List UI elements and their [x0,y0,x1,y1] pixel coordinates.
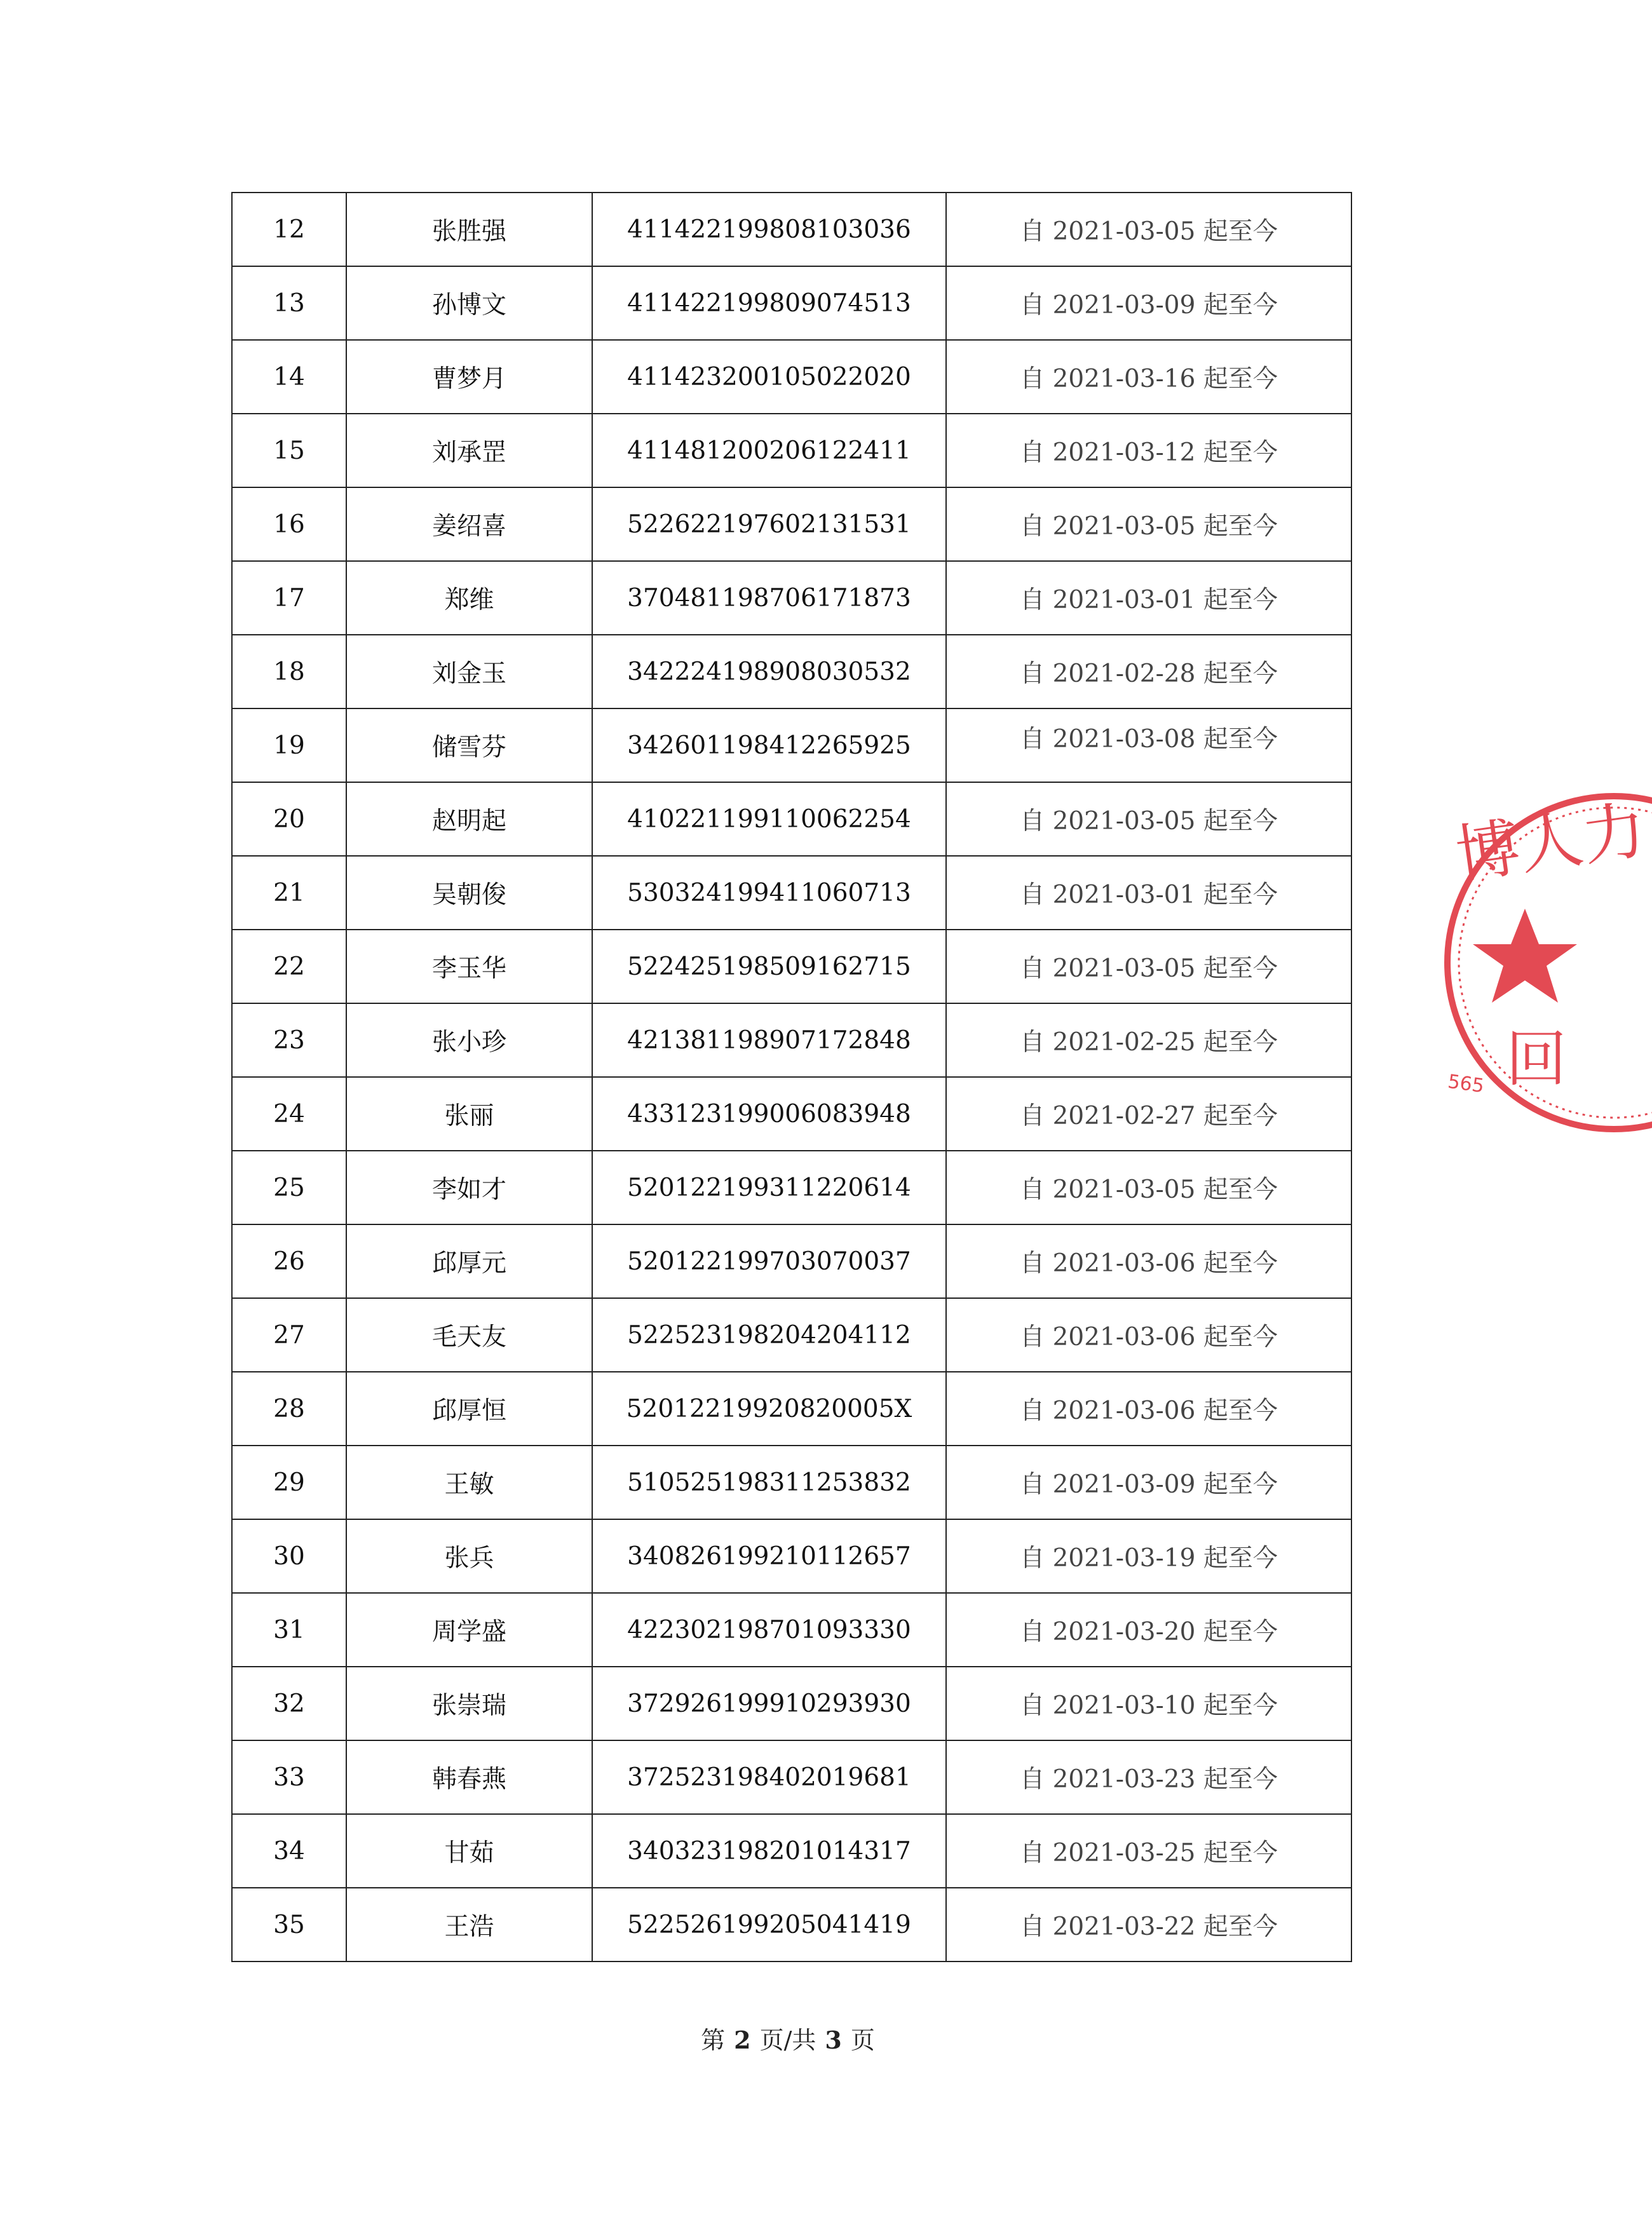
row-number-cell: 34 [232,1814,346,1888]
employment-period-cell: 自 2021-03-09 起至今 [946,1446,1351,1519]
table-row [232,1519,1351,1593]
id-number-cell: 520122199703070037 [592,1224,946,1298]
id-number-cell: 530324199411060713 [592,856,946,930]
id-number-cell: 522526199205041419 [592,1888,946,1961]
roster-body [232,193,1351,1961]
id-number-cell: 421381198907172848 [592,1003,946,1077]
employment-period-cell: 自 2021-03-09 起至今 [946,266,1351,340]
table-row [232,1593,1351,1667]
seal-code: 565 [1446,1070,1486,1098]
page-footer [0,2021,1576,2056]
name-cell: 刘金玉 [346,635,592,708]
seal-outer-ring [1447,796,1652,1129]
name-cell: 张兵 [346,1519,592,1593]
name-cell: 邱厚元 [346,1224,592,1298]
name-cell: 周学盛 [346,1593,592,1667]
name-cell: 王浩 [346,1888,592,1961]
seal-inner-ring [1459,808,1652,1118]
row-number-cell: 30 [232,1519,346,1593]
row-number-cell: 17 [232,561,346,635]
id-number-cell: 342224198908030532 [592,635,946,708]
row-number-cell: 29 [232,1446,346,1519]
row-number-cell: 28 [232,1372,346,1446]
id-number-cell: 372926199910293930 [592,1667,946,1740]
id-number-cell: 411422199808103036 [592,193,946,266]
table-row [232,1224,1351,1298]
row-number-cell: 21 [232,856,346,930]
id-number-cell: 370481198706171873 [592,561,946,635]
employment-period-cell: 自 2021-03-19 起至今 [946,1519,1351,1593]
table-row [232,1372,1351,1446]
employment-period-cell: 自 2021-03-10 起至今 [946,1667,1351,1740]
employment-period-cell: 自 2021-03-16 起至今 [946,340,1351,414]
name-cell: 甘茹 [346,1814,592,1888]
name-cell: 储雪芬 [346,708,592,782]
table-row [232,1446,1351,1519]
row-number-cell: 14 [232,340,346,414]
table-row [232,193,1351,266]
name-cell: 毛天友 [346,1298,592,1372]
name-cell: 曹梦月 [346,340,592,414]
table-row [232,1888,1351,1961]
name-cell: 李如才 [346,1151,592,1224]
employment-period-cell: 自 2021-03-06 起至今 [946,1224,1351,1298]
name-cell: 王敏 [346,1446,592,1519]
employment-period-cell: 自 2021-03-05 起至今 [946,193,1351,266]
row-number-cell: 35 [232,1888,346,1961]
name-cell: 孙博文 [346,266,592,340]
employee-roster-table [231,192,1352,1962]
footer-suffix: 页 [850,2026,875,2054]
name-cell: 刘承罡 [346,414,592,487]
table-row [232,1003,1351,1077]
table-row [232,1740,1351,1814]
table-row [232,414,1351,487]
seal-text-bottom: 回 [1506,1024,1567,1095]
row-number-cell: 32 [232,1667,346,1740]
seal-star-icon [1473,909,1577,1003]
footer-current-page: 2 [734,2026,751,2054]
table-row [232,635,1351,708]
name-cell: 张小珍 [346,1003,592,1077]
row-number-cell: 22 [232,930,346,1003]
row-number-cell: 18 [232,635,346,708]
id-number-cell: 522622197602131531 [592,487,946,561]
footer-middle: 页/共 [759,2026,816,2054]
name-cell: 郑维 [346,561,592,635]
table-row [232,1077,1351,1151]
row-number-cell: 33 [232,1740,346,1814]
employment-period-cell: 自 2021-03-25 起至今 [946,1814,1351,1888]
id-number-cell: 410221199110062254 [592,782,946,856]
row-number-cell: 16 [232,487,346,561]
row-number-cell: 13 [232,266,346,340]
name-cell: 赵明起 [346,782,592,856]
employment-period-cell: 自 2021-02-27 起至今 [946,1077,1351,1151]
table-row [232,1667,1351,1740]
table-row [232,930,1351,1003]
table-row [232,340,1351,414]
row-number-cell: 26 [232,1224,346,1298]
id-number-cell: 342601198412265925 [592,708,946,782]
employment-period-cell: 自 2021-03-01 起至今 [946,856,1351,930]
id-number-cell: 422302198701093330 [592,1593,946,1667]
table-row [232,708,1351,782]
row-number-cell: 27 [232,1298,346,1372]
name-cell: 李玉华 [346,930,592,1003]
table-row [232,1151,1351,1224]
row-number-cell: 12 [232,193,346,266]
id-number-cell: 340323198201014317 [592,1814,946,1888]
employment-period-cell: 自 2021-03-12 起至今 [946,414,1351,487]
employment-period-cell: 自 2021-03-20 起至今 [946,1593,1351,1667]
name-cell: 张丽 [346,1077,592,1151]
employment-period-cell: 自 2021-03-08 起至今 [946,708,1351,782]
name-cell: 吴朝俊 [346,856,592,930]
employment-period-cell: 自 2021-02-25 起至今 [946,1003,1351,1077]
row-number-cell: 24 [232,1077,346,1151]
employment-period-cell: 自 2021-03-05 起至今 [946,1151,1351,1224]
table-row [232,1814,1351,1888]
id-number-cell: 340826199210112657 [592,1519,946,1593]
name-cell: 邱厚恒 [346,1372,592,1446]
employment-period-cell: 自 2021-03-06 起至今 [946,1298,1351,1372]
employment-period-cell: 自 2021-03-05 起至今 [946,930,1351,1003]
table-row [232,856,1351,930]
company-seal-stamp [1436,782,1652,1144]
employment-period-cell: 自 2021-03-05 起至今 [946,782,1351,856]
id-number-cell: 522425198509162715 [592,930,946,1003]
table-row [232,1298,1351,1372]
employment-period-cell: 自 2021-03-06 起至今 [946,1372,1351,1446]
id-number-cell: 52012219920820005X [592,1372,946,1446]
employment-period-cell: 自 2021-03-01 起至今 [946,561,1351,635]
row-number-cell: 15 [232,414,346,487]
footer-total-pages: 3 [825,2026,842,2054]
id-number-cell: 411423200105022020 [592,340,946,414]
id-number-cell: 520122199311220614 [592,1151,946,1224]
id-number-cell: 372523198402019681 [592,1740,946,1814]
row-number-cell: 19 [232,708,346,782]
employment-period-cell: 自 2021-03-05 起至今 [946,487,1351,561]
table-row [232,782,1351,856]
row-number-cell: 31 [232,1593,346,1667]
id-number-cell: 411422199809074513 [592,266,946,340]
row-number-cell: 25 [232,1151,346,1224]
employment-period-cell: 自 2021-02-28 起至今 [946,635,1351,708]
id-number-cell: 510525198311253832 [592,1446,946,1519]
employment-period-cell: 自 2021-03-22 起至今 [946,1888,1351,1961]
id-number-cell: 433123199006083948 [592,1077,946,1151]
seal-text-top: 博人力 [1451,792,1651,893]
name-cell: 韩春燕 [346,1740,592,1814]
row-number-cell: 20 [232,782,346,856]
table-row [232,266,1351,340]
id-number-cell: 522523198204204112 [592,1298,946,1372]
name-cell: 张崇瑞 [346,1667,592,1740]
name-cell: 张胜强 [346,193,592,266]
name-cell: 姜绍喜 [346,487,592,561]
table-row [232,487,1351,561]
employment-period-cell: 自 2021-03-23 起至今 [946,1740,1351,1814]
table-row [232,561,1351,635]
row-number-cell: 23 [232,1003,346,1077]
id-number-cell: 411481200206122411 [592,414,946,487]
footer-prefix: 第 [701,2026,726,2054]
